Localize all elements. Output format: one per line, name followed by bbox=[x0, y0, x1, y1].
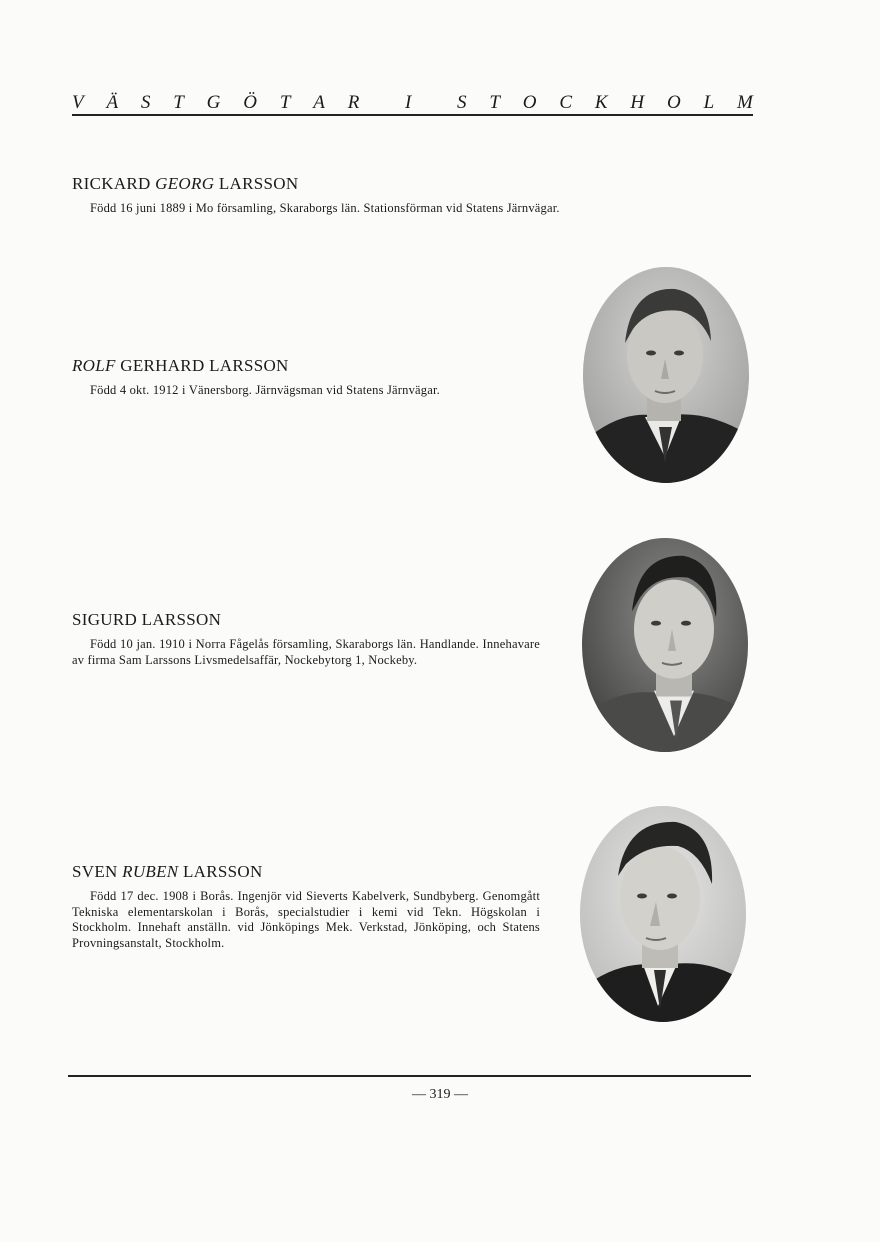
running-head-letter: S bbox=[457, 92, 467, 113]
biography-entry bbox=[72, 610, 540, 668]
running-head-letter: T bbox=[279, 92, 291, 113]
running-head-letter: S bbox=[140, 92, 151, 113]
running-head bbox=[72, 92, 753, 114]
portrait-photo bbox=[583, 267, 749, 483]
entry-biography: Född 16 juni 1889 i Mo församling, Skaraborgs län. Stationsförman vid Statens Järnvägar. bbox=[90, 201, 560, 215]
page-number: — 319 — bbox=[412, 1087, 468, 1102]
entry-biography: Född 10 jan. 1910 i Norra Fågelås församling, Skaraborgs län. Handlande. Innehavare av firma Sam Larssons Livsmedelsaffär, Nockebytorg 1, Nockeby. bbox=[72, 637, 540, 667]
portrait-image bbox=[580, 806, 746, 1022]
running-head-letter: T bbox=[489, 92, 500, 113]
running-head-letter: H bbox=[630, 92, 645, 113]
running-head-letter: I bbox=[405, 92, 412, 113]
running-head-letter: L bbox=[703, 92, 715, 113]
running-head-letter: T bbox=[173, 92, 184, 113]
biography-entry bbox=[72, 862, 540, 951]
running-head-letter: G bbox=[206, 92, 221, 113]
portrait-image bbox=[583, 267, 749, 483]
entry-biography: Född 17 dec. 1908 i Borås. Ingenjör vid Sieverts Kabelverk, Sundbyberg. Genomgått Tekniska elementarskolan i Borås, specialstudier i kemi vid Tekn. Högskolan i Stockholm. Innehaft anställn. vid Jönköpings Mek. Verkstad, Jönköping, och Statens Provningsanstalt, Stockholm. bbox=[72, 889, 540, 950]
portrait-photo bbox=[582, 538, 748, 752]
running-head-letter: M bbox=[737, 92, 753, 113]
running-head-letter: Ö bbox=[243, 92, 257, 113]
running-head-letter: O bbox=[522, 92, 537, 113]
running-head-letter: R bbox=[347, 92, 360, 113]
entry-name: ROLF GERHARD LARSSON bbox=[72, 356, 289, 375]
running-head-letter: O bbox=[667, 92, 681, 113]
entry-name: SVEN RUBEN LARSSON bbox=[72, 862, 263, 881]
header-rule bbox=[72, 114, 753, 116]
entry-biography: Född 4 okt. 1912 i Vänersborg. Järnvägsman vid Statens Järnvägar. bbox=[90, 383, 440, 397]
biography-entry bbox=[72, 174, 712, 217]
running-head-letter: K bbox=[594, 92, 608, 113]
running-head-letter: C bbox=[559, 92, 573, 113]
portrait-photo bbox=[580, 806, 746, 1022]
running-head-letter: V bbox=[72, 92, 84, 113]
entry-name: SIGURD LARSSON bbox=[72, 610, 222, 629]
footer-rule bbox=[68, 1075, 751, 1077]
running-head-letter: A bbox=[313, 92, 325, 113]
entry-name: RICKARD GEORG LARSSON bbox=[72, 174, 299, 193]
portrait-image bbox=[582, 538, 748, 752]
running-head-letter: Ä bbox=[106, 92, 119, 113]
biography-entry bbox=[72, 356, 540, 399]
